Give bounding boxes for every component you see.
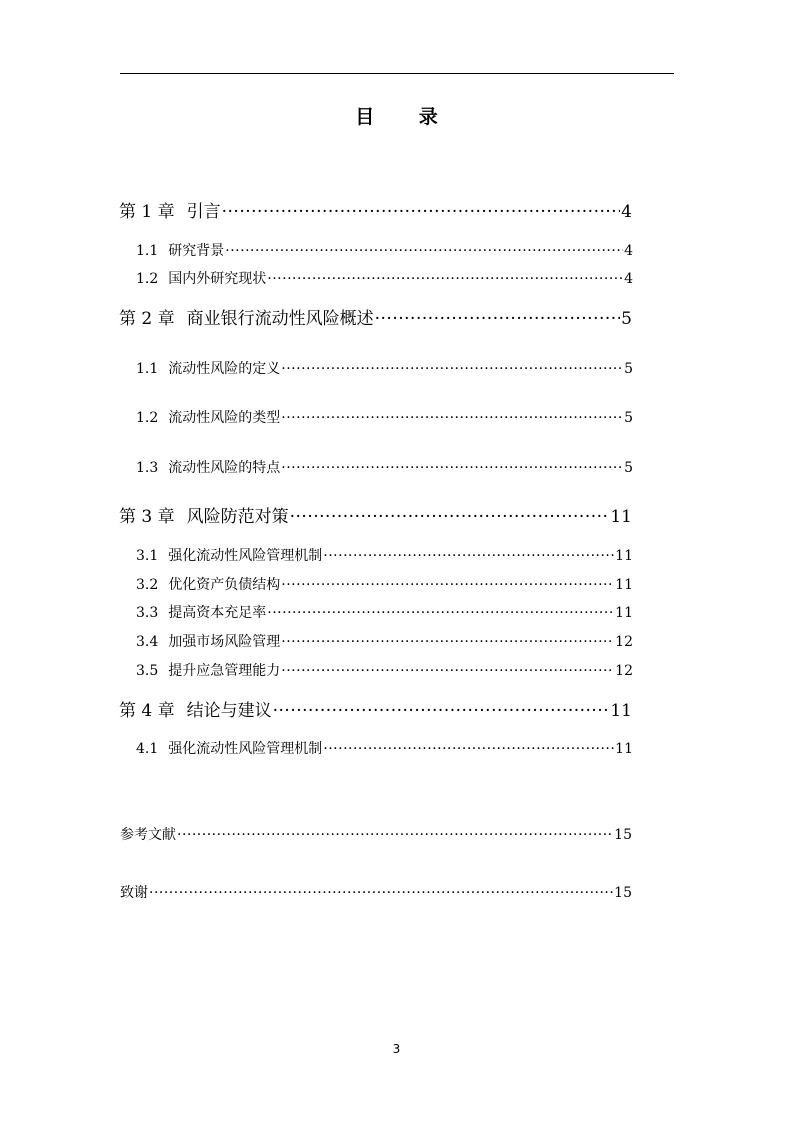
toc-page-number: 5 bbox=[621, 309, 632, 329]
toc-section-2-3[interactable] bbox=[136, 458, 633, 478]
toc-entry-title: 加强市场风险管理 bbox=[168, 634, 281, 650]
toc-page-number: 4 bbox=[624, 243, 633, 259]
toc-entry-title: 引言 bbox=[186, 202, 221, 222]
toc-entry-number: 1.2 bbox=[136, 271, 159, 287]
toc-page-number: 11 bbox=[615, 577, 633, 593]
toc-dot-leader bbox=[267, 603, 614, 623]
toc-entry-number: 4.1 bbox=[136, 741, 159, 757]
toc-page-number: 12 bbox=[615, 663, 633, 679]
toc-dot-leader bbox=[281, 632, 614, 652]
page-number: 3 bbox=[392, 1042, 401, 1056]
toc-entry-title: 强化流动性风险管理机制 bbox=[168, 548, 323, 564]
toc-page-number: 11 bbox=[610, 507, 632, 527]
toc-dot-leader bbox=[281, 575, 614, 595]
toc-entry-number: 1.3 bbox=[136, 460, 159, 476]
toc-entry-title: 强化流动性风险管理机制 bbox=[168, 741, 323, 757]
toc-entry-title: 国内外研究现状 bbox=[168, 271, 267, 287]
toc-dot-leader bbox=[225, 241, 623, 261]
toc-dot-leader bbox=[281, 661, 614, 681]
toc-entry-number: 3.1 bbox=[136, 548, 159, 564]
toc-entry-title: 优化资产负债结构 bbox=[168, 577, 281, 593]
toc-dot-leader bbox=[281, 458, 623, 478]
toc-entry-number: 第 3 章 bbox=[119, 507, 175, 527]
toc-entry-title: 提高资本充足率 bbox=[168, 605, 267, 621]
toc-page-number: 11 bbox=[615, 548, 633, 564]
toc-dot-leader bbox=[149, 883, 613, 903]
toc-entry-number: 3.2 bbox=[136, 577, 159, 593]
toc-entry-number: 第 2 章 bbox=[119, 309, 175, 329]
toc-section-3-3[interactable] bbox=[136, 603, 633, 623]
toc-section-4-1[interactable] bbox=[136, 739, 633, 759]
toc-dot-leader bbox=[323, 546, 614, 566]
toc-entry-number: 1.1 bbox=[136, 361, 159, 377]
toc-entry-title: 参考文献 bbox=[120, 827, 176, 843]
toc-dot-leader bbox=[222, 201, 621, 223]
toc-section-2-1[interactable] bbox=[136, 359, 633, 379]
toc-entry-title: 商业银行流动性风险概述 bbox=[186, 309, 374, 329]
toc-section-3-4[interactable] bbox=[136, 632, 633, 652]
toc-dot-leader bbox=[281, 408, 623, 428]
toc-section-3-1[interactable] bbox=[136, 546, 633, 566]
toc-entry-title: 致谢 bbox=[120, 885, 148, 901]
toc-entry-title: 流动性风险的类型 bbox=[168, 410, 281, 426]
toc-page-number: 11 bbox=[615, 605, 633, 621]
toc-title: 目 录 bbox=[355, 106, 457, 128]
toc-chapter-3[interactable] bbox=[119, 506, 632, 528]
toc-page-number: 5 bbox=[624, 361, 633, 377]
toc-dot-leader bbox=[177, 825, 613, 845]
header-rule bbox=[120, 73, 674, 74]
toc-section-3-5[interactable] bbox=[136, 661, 633, 681]
toc-entry-title: 流动性风险的特点 bbox=[168, 460, 281, 476]
toc-entry-number: 1.1 bbox=[136, 243, 159, 259]
toc-entry-title: 风险防范对策 bbox=[186, 507, 289, 527]
toc-page-number: 11 bbox=[610, 701, 632, 721]
toc-dot-leader bbox=[267, 269, 623, 289]
toc-section-1-1[interactable] bbox=[136, 241, 633, 261]
toc-dot-leader bbox=[375, 308, 621, 330]
toc-section-1-2[interactable] bbox=[136, 269, 633, 289]
toc-entry-title: 流动性风险的定义 bbox=[168, 361, 281, 377]
toc-dot-leader bbox=[323, 739, 614, 759]
toc-page-number: 11 bbox=[615, 741, 633, 757]
toc-page-number: 15 bbox=[614, 885, 632, 901]
toc-acknowledgements[interactable] bbox=[120, 883, 632, 903]
toc-page-number: 4 bbox=[624, 271, 633, 287]
toc-page-number: 12 bbox=[615, 634, 633, 650]
toc-entry-number: 3.5 bbox=[136, 663, 159, 679]
toc-entry-title: 结论与建议 bbox=[186, 701, 272, 721]
toc-page-number: 4 bbox=[621, 202, 632, 222]
toc-page-number: 15 bbox=[614, 827, 632, 843]
toc-dot-leader bbox=[273, 700, 610, 722]
toc-entry-number: 1.2 bbox=[136, 410, 159, 426]
toc-section-3-2[interactable] bbox=[136, 575, 633, 595]
toc-chapter-4[interactable] bbox=[119, 700, 632, 722]
toc-references[interactable] bbox=[120, 825, 632, 845]
toc-entry-number: 3.4 bbox=[136, 634, 159, 650]
toc-section-2-2[interactable] bbox=[136, 408, 633, 428]
toc-page-number: 5 bbox=[624, 410, 633, 426]
toc-entry-title: 研究背景 bbox=[168, 243, 225, 259]
toc-dot-leader bbox=[290, 506, 610, 528]
toc-entry-number: 第 1 章 bbox=[119, 202, 175, 222]
toc-entry-number: 第 4 章 bbox=[119, 701, 175, 721]
toc-chapter-2[interactable] bbox=[119, 308, 632, 330]
toc-chapter-1[interactable] bbox=[119, 201, 632, 223]
toc-entry-number: 3.3 bbox=[136, 605, 159, 621]
toc-page-number: 5 bbox=[624, 460, 633, 476]
toc-dot-leader bbox=[281, 359, 623, 379]
toc-entry-title: 提升应急管理能力 bbox=[168, 663, 281, 679]
